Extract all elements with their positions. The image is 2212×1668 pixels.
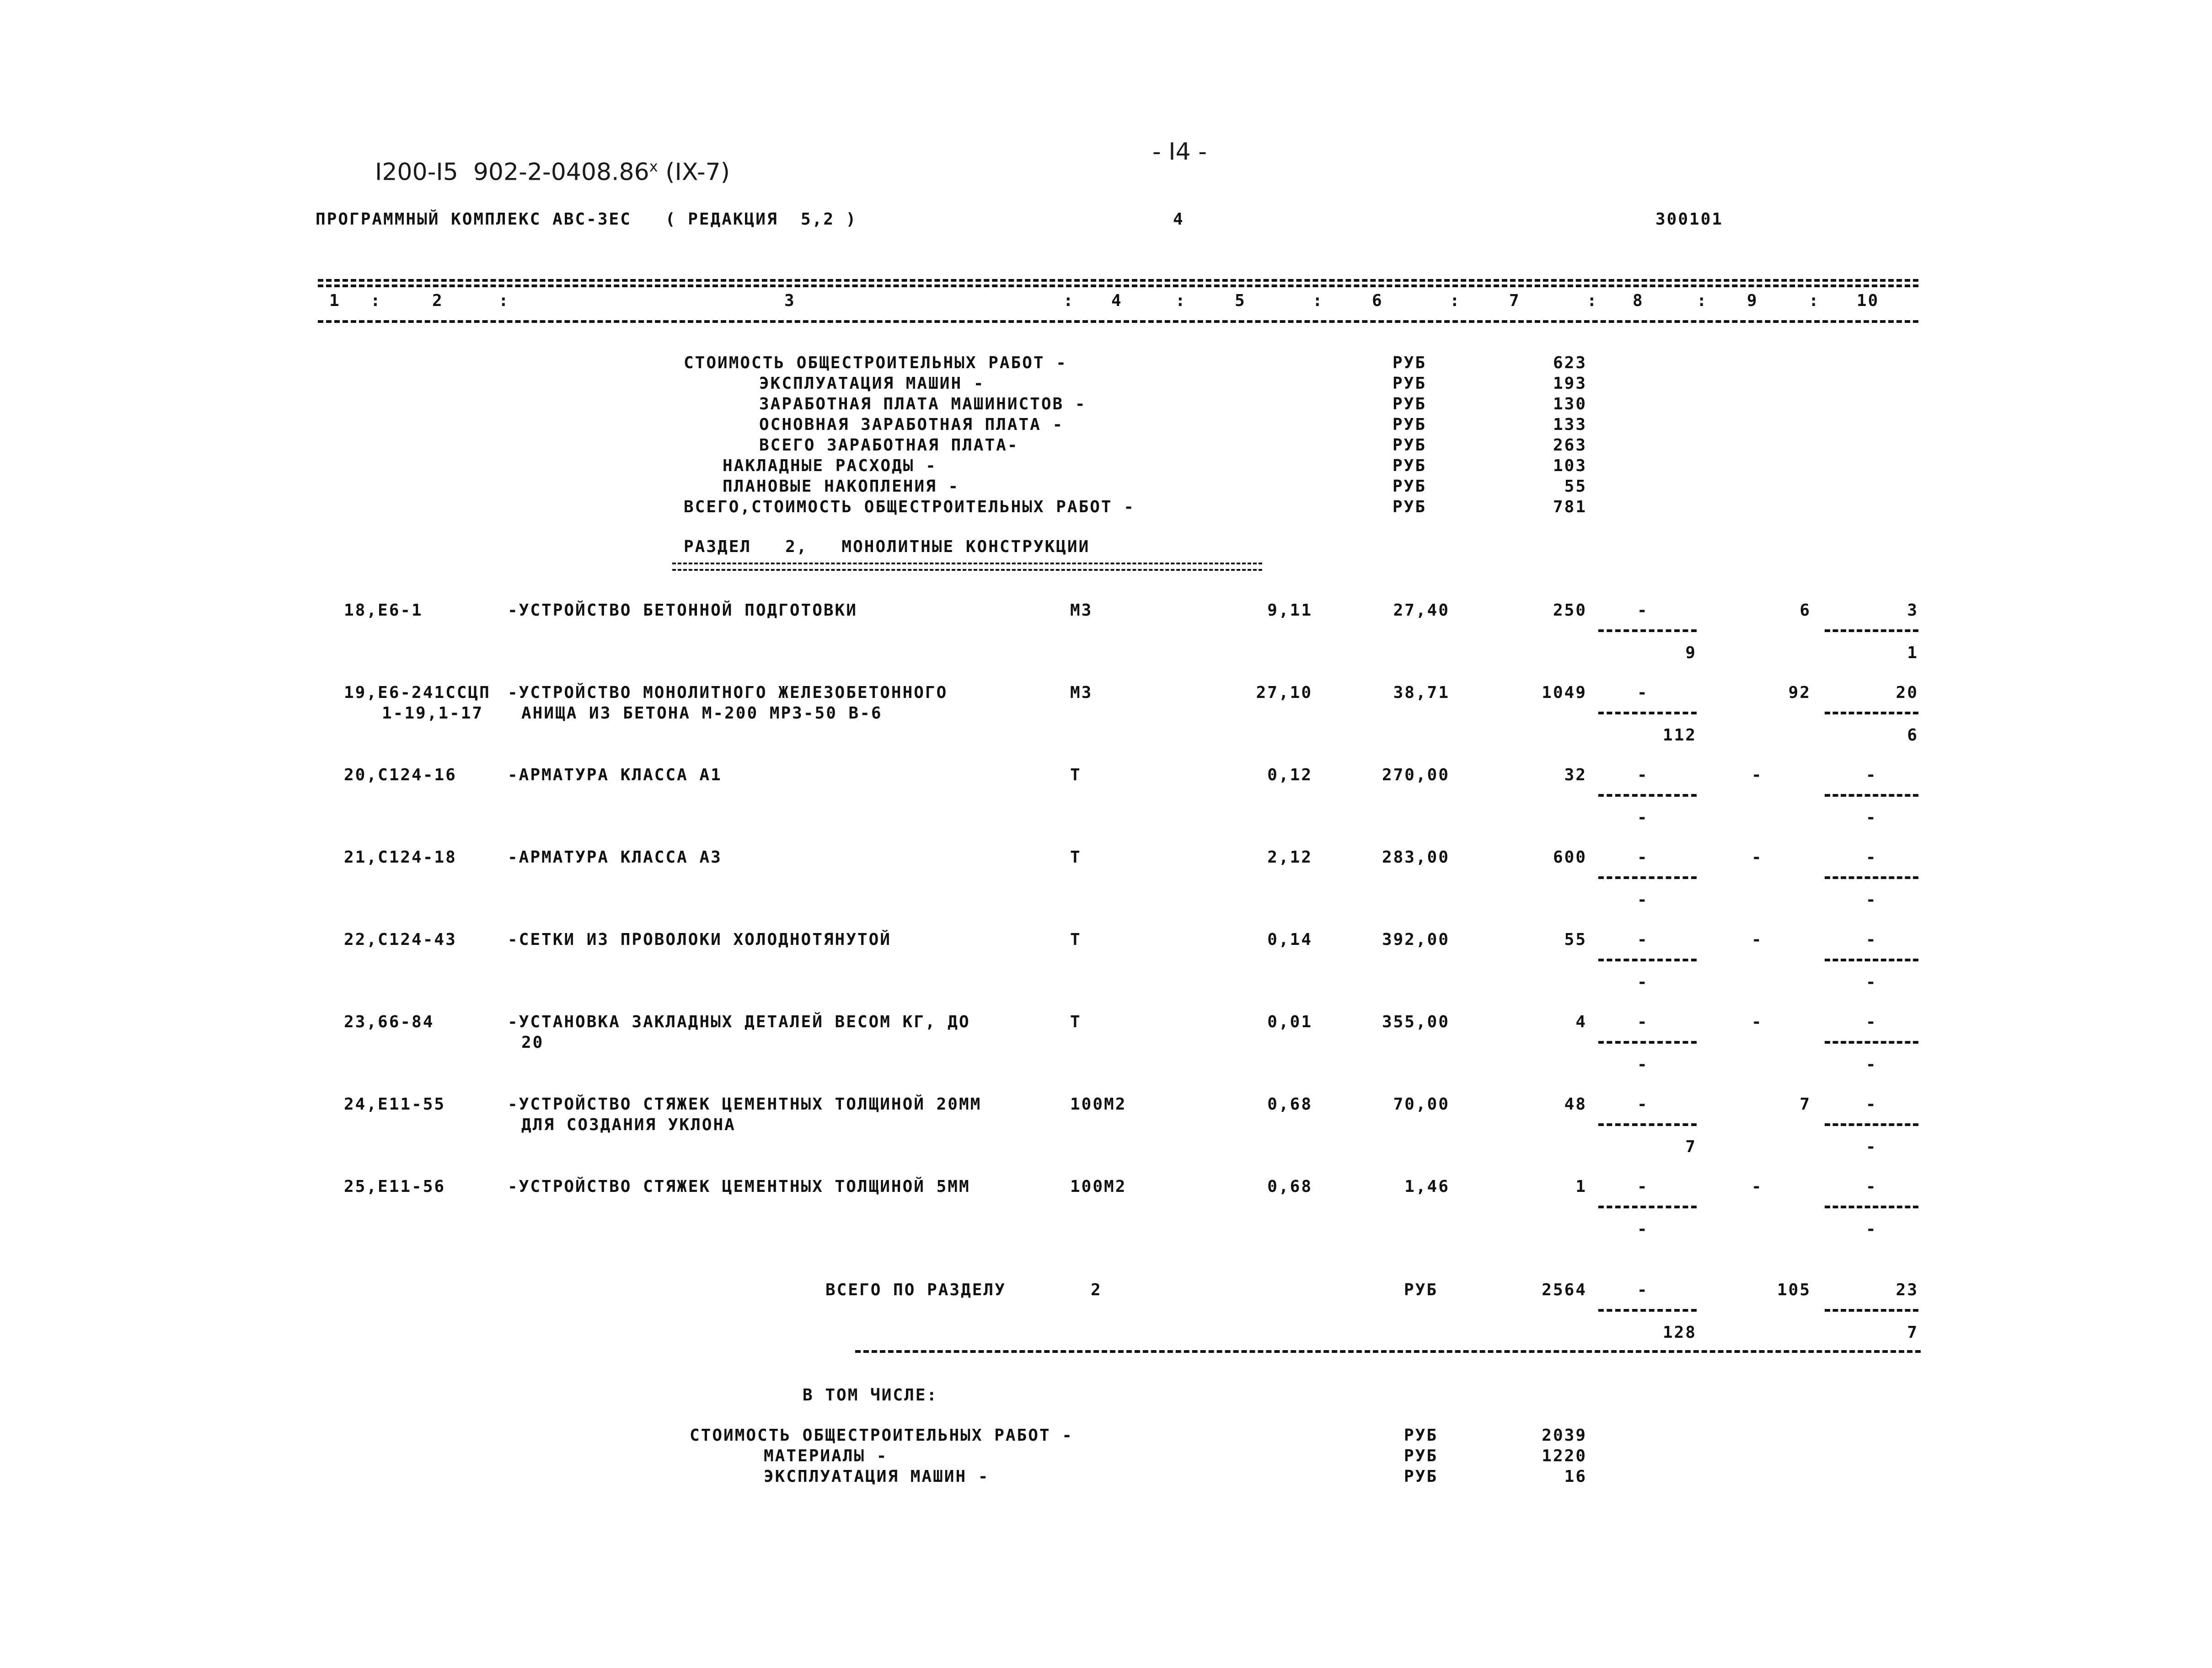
row-description: -УСТАНОВКА ЗАКЛАДНЫХ ДЕТАЛЕЙ ВЕСОМ КГ, ДО [508,1013,970,1031]
total-col8-top: - [1637,1281,1649,1299]
row-col10-top: - [1866,848,1877,867]
column-header-4: 4 [1111,291,1123,310]
row-col10-top: 3 [1907,601,1918,620]
row-col9: - [1751,930,1763,949]
row-col8-bottom: 112 [1662,726,1697,745]
summary-unit: РУБ [1393,436,1427,455]
document-code: I200-I5 902-2-0408.86$^x$ (IX-7) [375,158,730,186]
column-separator: : [1809,291,1820,310]
row-quantity: 0,68 [1267,1177,1312,1196]
column-header-2: 2 [432,291,444,310]
row-col8-bottom: - [1637,1220,1649,1239]
summary-unit: РУБ [1393,354,1427,372]
summary-unit: РУБ [1393,477,1427,496]
row-description: -УСТРОЙСТВО МОНОЛИТНОГО ЖЕЛЕЗОБЕТОННОГО [508,683,948,702]
column-separator: : [498,291,510,310]
row-quantity: 9,11 [1267,601,1312,620]
row-unit: Т [1070,848,1082,867]
column-separator: : [1063,291,1075,310]
fraction-rule [1825,959,1918,961]
fraction-rule [1825,1206,1918,1208]
summary-unit: РУБ [1404,1467,1438,1486]
summary-value: 133 [1553,415,1587,434]
row-unit: Т [1070,930,1082,949]
row-col10-bottom: - [1866,890,1877,909]
row-total: 48 [1564,1095,1587,1114]
row-total: 1 [1575,1177,1587,1196]
row-unit: М3 [1070,683,1093,702]
row-total: 600 [1553,848,1587,867]
row-quantity: 0,12 [1267,766,1312,784]
summary-unit: РУБ [1393,374,1427,393]
row-total: 250 [1553,601,1587,620]
row-col8-bottom: 7 [1685,1137,1697,1156]
total-col9: 105 [1777,1281,1811,1299]
summary-unit: РУБ [1404,1447,1438,1465]
row-col9: - [1751,766,1763,784]
summary-value: 1220 [1542,1447,1587,1465]
row-code-continued: 1-19,1-17 [382,704,484,723]
total-value: 2564 [1542,1281,1587,1299]
row-unit-price: 355,00 [1382,1013,1450,1031]
column-header-6: 6 [1372,291,1383,310]
row-code: 21,С124-18 [344,848,457,867]
row-col10-bottom: - [1866,1137,1877,1156]
row-col10-top: 20 [1896,683,1918,702]
column-header-9: 9 [1747,291,1758,310]
row-total: 55 [1564,930,1587,949]
fraction-rule [1598,1206,1697,1208]
column-header-1: 1 [329,291,341,310]
row-col9: 6 [1800,601,1811,620]
summary-value: 193 [1553,374,1587,393]
row-col8-top: - [1637,930,1649,949]
column-header-8: 8 [1633,291,1644,310]
row-code: 23,66-84 [344,1013,434,1031]
row-unit-price: 38,71 [1393,683,1450,702]
row-col8-top: - [1637,766,1649,784]
column-header-7: 7 [1509,291,1521,310]
fraction-rule [1825,876,1918,879]
row-col10-bottom: 6 [1907,726,1918,745]
row-unit: Т [1070,1013,1082,1031]
row-description-continued: АНИЩА ИЗ БЕТОНА М-200 МРЗ-50 В-6 [521,704,883,723]
row-col8-bottom: - [1637,973,1649,992]
row-col9: - [1751,1177,1763,1196]
column-separator: : [1587,291,1598,310]
row-col9: 92 [1788,683,1811,702]
row-description: -СЕТКИ ИЗ ПРОВОЛОКИ ХОЛОДНОТЯНУТОЙ [508,930,891,949]
row-col8-bottom: 9 [1685,644,1697,662]
row-total: 1049 [1542,683,1587,702]
row-col8-top: - [1637,1177,1649,1196]
total-section-number: 2 [1091,1281,1102,1299]
fraction-rule [1598,959,1697,961]
fraction-rule [1598,712,1697,714]
summary-label: ПЛАНОВЫЕ НАКОПЛЕНИЯ - [723,477,960,496]
total-col10-top: 23 [1896,1281,1918,1299]
row-col9: - [1751,848,1763,867]
row-col8-top: - [1637,601,1649,620]
total-unit: РУБ [1404,1281,1438,1299]
summary-label: ЗАРАБОТНАЯ ПЛАТА МАШИНИСТОВ - [759,395,1087,413]
row-col10-top: - [1866,1013,1877,1031]
fraction-rule [1598,876,1697,879]
column-separator: : [1175,291,1187,310]
row-col10-top: - [1866,766,1877,784]
row-col10-bottom: - [1866,808,1877,827]
section-title-underline [672,563,1262,571]
table-top-rule [318,279,1918,282]
row-unit-price: 70,00 [1393,1095,1450,1114]
row-code: 25,Е11-56 [344,1177,446,1196]
row-col8-top: - [1637,1095,1649,1114]
summary-label: СТОИМОСТЬ ОБЩЕСТРОИТЕЛЬНЫХ РАБОТ - [684,354,1067,372]
including-label: В ТОМ ЧИСЛЕ: [803,1386,938,1405]
column-separator: : [1450,291,1461,310]
row-col10-bottom: 1 [1907,644,1918,662]
row-total: 4 [1575,1013,1587,1031]
column-separator: : [1312,291,1324,310]
row-description-continued: ДЛЯ СОЗДАНИЯ УКЛОНА [521,1116,736,1134]
row-quantity: 0,68 [1267,1095,1312,1114]
row-col10-bottom: - [1866,973,1877,992]
row-unit: М3 [1070,601,1093,620]
total-col8-bottom: 128 [1662,1323,1697,1342]
row-col9: - [1751,1013,1763,1031]
summary-value: 103 [1553,456,1587,475]
row-col10-top: - [1866,930,1877,949]
summary-label: ЭКСПЛУАТАЦИЯ МАШИН - [764,1467,990,1486]
column-header-10: 10 [1857,291,1880,310]
table-header-rule [318,320,1918,323]
row-col10-top: - [1866,1095,1877,1114]
fraction-rule [1598,794,1697,797]
row-quantity: 2,12 [1267,848,1312,867]
row-col8-top: - [1637,683,1649,702]
row-code: 18,Е6-1 [344,601,423,620]
summary-value: 55 [1564,477,1587,496]
summary-label: ВСЕГО ЗАРАБОТНАЯ ПЛАТА- [759,436,1019,455]
row-unit: Т [1070,766,1082,784]
summary-value: 781 [1553,498,1587,516]
row-code: 20,С124-16 [344,766,457,784]
summary-value: 130 [1553,395,1587,413]
program-name: ПРОГРАММНЫЙ КОМПЛЕКС АВС-3ЕС ( РЕДАКЦИЯ 5,2 ) [316,210,857,229]
column-header-3: 3 [784,291,796,310]
summary-value: 263 [1553,436,1587,455]
section-title: РАЗДЕЛ 2, МОНОЛИТНЫЕ КОНСТРУКЦИИ [684,537,1090,556]
column-separator: : [370,291,382,310]
document-id: 300101 [1655,210,1724,229]
row-col10-bottom: - [1866,1055,1877,1074]
total-col10-bottom: 7 [1907,1323,1918,1342]
row-description: -АРМАТУРА КЛАССА А3 [508,848,722,867]
summary-unit: РУБ [1393,456,1427,475]
fraction-rule [1825,1309,1918,1312]
row-quantity: 0,01 [1267,1013,1312,1031]
fraction-rule [1825,1123,1918,1126]
table-top-rule-2 [318,284,1918,287]
summary-label: МАТЕРИАЛЫ - [764,1447,888,1465]
fraction-rule [1825,712,1918,714]
summary-label: ОСНОВНАЯ ЗАРАБОТНАЯ ПЛАТА - [759,415,1064,434]
row-col8-top: - [1637,848,1649,867]
row-col8-bottom: - [1637,890,1649,909]
column-header-5: 5 [1235,291,1246,310]
fraction-rule [1825,629,1918,632]
row-col10-top: - [1866,1177,1877,1196]
summary-label: ЭКСПЛУАТАЦИЯ МАШИН - [759,374,985,393]
summary-label: НАКЛАДНЫЕ РАСХОДЫ - [723,456,937,475]
row-description: -АРМАТУРА КЛАССА А1 [508,766,722,784]
row-unit: 100М2 [1070,1177,1127,1196]
fraction-rule [1598,1041,1697,1044]
fraction-rule [1825,1041,1918,1044]
row-unit-price: 1,46 [1404,1177,1450,1196]
column-separator: : [1697,291,1708,310]
row-quantity: 27,10 [1256,683,1312,702]
row-code: 19,Е6-241ССЦП [344,683,491,702]
row-unit-price: 270,00 [1382,766,1450,784]
row-description: -УСТРОЙСТВО СТЯЖЕК ЦЕМЕНТНЫХ ТОЛЩИНОЙ 20ММ [508,1095,982,1114]
summary-label: ВСЕГО,СТОИМОСТЬ ОБЩЕСТРОИТЕЛЬНЫХ РАБОТ - [684,498,1135,516]
summary-label: СТОИМОСТЬ ОБЩЕСТРОИТЕЛЬНЫХ РАБОТ - [690,1426,1073,1445]
summary-value: 2039 [1542,1426,1587,1445]
summary-unit: РУБ [1393,415,1427,434]
row-unit: 100М2 [1070,1095,1127,1114]
row-unit-price: 27,40 [1393,601,1450,620]
row-unit-price: 283,00 [1382,848,1450,867]
row-col9: 7 [1800,1095,1811,1114]
fraction-rule [1825,794,1918,797]
row-total: 32 [1564,766,1587,784]
fraction-rule [1598,629,1697,632]
page-number: - I4 - [1152,138,1207,166]
row-col8-top: - [1637,1013,1649,1031]
total-rule [855,1350,1921,1353]
summary-unit: РУБ [1404,1426,1438,1445]
sheet-number: 4 [1173,210,1184,229]
total-label: ВСЕГО ПО РАЗДЕЛУ [825,1281,1006,1299]
summary-value: 623 [1553,354,1587,372]
row-col8-bottom: - [1637,1055,1649,1074]
row-description: -УСТРОЙСТВО СТЯЖЕК ЦЕМЕНТНЫХ ТОЛЩИНОЙ 5ММ [508,1177,970,1196]
row-quantity: 0,14 [1267,930,1312,949]
row-description: -УСТРОЙСТВО БЕТОННОЙ ПОДГОТОВКИ [508,601,857,620]
fraction-rule [1598,1309,1697,1312]
summary-unit: РУБ [1393,395,1427,413]
summary-unit: РУБ [1393,498,1427,516]
summary-value: 16 [1564,1467,1587,1486]
row-col8-bottom: - [1637,808,1649,827]
row-col10-bottom: - [1866,1220,1877,1239]
row-code: 24,Е11-55 [344,1095,446,1114]
fraction-rule [1598,1123,1697,1126]
row-code: 22,С124-43 [344,930,457,949]
row-description-continued: 20 [521,1033,544,1052]
row-unit-price: 392,00 [1382,930,1450,949]
